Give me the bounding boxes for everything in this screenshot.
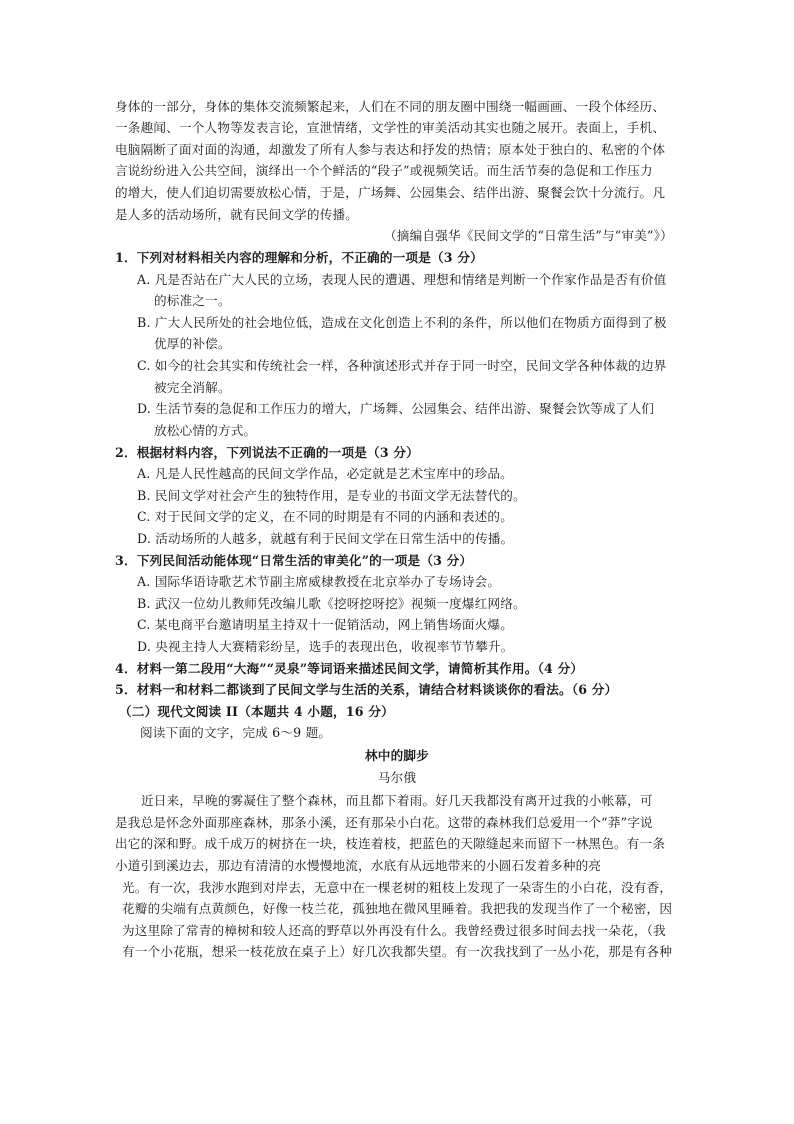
question-1-option-a-line-2: 的标准之一。 — [154, 293, 231, 308]
question-2-option-a: A. 凡是人民性越高的民间文学作品，必定就是艺术宝库中的珍品。 — [137, 466, 513, 481]
question-2-option-d: D. 活动场所的人越多，就越有利于民间文学在日常生活中的传播。 — [137, 531, 514, 546]
question-1-option-c-line-1: C. 如今的社会其实和传统社会一样，各种演述形式并存于同一时空，民间文学各种体裁的边界 — [137, 358, 667, 373]
story-author: 马尔俄 — [377, 770, 417, 785]
question-1-option-d-line-2: 放松心情的方式。 — [154, 423, 257, 438]
question-2-option-b: B. 民间文学对社会产生的独特作用，是专业的书面文学无法替代的。 — [137, 488, 526, 503]
question-3-option-b: B. 武汉一位幼儿教师凭改编儿歌《挖呀挖呀挖》视频一度爆红网络。 — [137, 596, 526, 611]
story-line-3: 出它的深和野。成千成万的树挤在一块，枝连着枝，把蓝色的天隙缝起来而留下一林黑色。有一条 — [115, 836, 666, 851]
question-3-option-c: C. 某电商平台邀请明星主持双十一促销活动，网上销售场面火爆。 — [137, 617, 514, 632]
section-2-heading: （二）现代文阅读 II（本题共 4 小题，16 分） — [119, 704, 394, 719]
question-3-option-d: D. 央视主持人大赛精彩纷呈，选手的表现出色，收视率节节攀升。 — [137, 639, 514, 654]
story-line-1: 近日来，早晚的雾凝住了整个森林，而且都下着雨。好几天我都没有离开过我的小帐幕，可 — [141, 793, 653, 808]
passage-line-5: 的增大，使人们迫切需要放松心情，于是，广场舞、公园集会、结伴出游、聚餐会饮十分流行。凡 — [115, 185, 666, 200]
story-line-6: 花瓣的尖端有点黄颜色，好像一枝兰花，孤独地在微风里睡着。我把我的发现当作了一个秘密，因 — [122, 901, 673, 916]
passage-source: （摘编自强华《民间文学的“日常生活”与“审美”》） — [384, 228, 673, 243]
question-3-stem: 3．下列民间活动能体现“日常生活的审美化”的一项是（3 分） — [115, 553, 473, 568]
question-4-stem: 4．材料一第二段用“大海”“灵泉”等词语来描述民间文学，请简析其作用。（4 分） — [115, 661, 584, 676]
story-line-2: 是我总是怀念外面那座森林，那条小溪，还有那朵小白花。这带的森林我们总爱用一个“莽”字说 — [115, 815, 653, 830]
story-line-8: 有一个小花瓶，想采一枝花放在桌子上）好几次我都失望。有一次我找到了一丛小花，那是有各种 — [122, 944, 673, 959]
question-2-stem: 2．根据材料内容，下列说法不正确的一项是（3 分） — [115, 445, 419, 460]
story-title: 林中的脚步 — [365, 748, 429, 763]
question-1-option-b-line-1: B. 广大人民所处的社会地位低，造成在文化创造上不利的条件，所以他们在物质方面得到了极 — [137, 315, 667, 330]
passage-line-4: 言说纷纷进入公共空间，演绎出一个个鲜活的“段子”或视频笑话。而生活节奏的急促和工作压力 — [115, 163, 653, 178]
question-3-option-a: A. 国际华语诗歌艺术节副主席威棣教授在北京举办了专场诗会。 — [137, 574, 501, 589]
question-1-stem: 1．下列对材料相关内容的理解和分析，不正确的一项是（3 分） — [115, 250, 483, 265]
section-2-instruction: 阅读下面的文字，完成 6～9 题。 — [140, 725, 332, 740]
question-1-option-d-line-1: D. 生活节奏的急促和工作压力的增大，广场舞、公园集会、结伴出游、聚餐会饮等成了人们 — [137, 401, 655, 416]
story-line-5: 光。有一次，我涉水跑到对岸去，无意中在一棵老树的粗枝上发现了一朵寄生的小白花，没有香， — [122, 880, 673, 895]
passage-line-1: 身体的一部分，身体的集体交流频繁起来，人们在不同的朋友圈中围绕一幅画画、一段个体经历、 — [115, 99, 666, 114]
question-5-stem: 5．材料一和材料二都谈到了民间文学与生活的关系，请结合材料谈谈你的看法。（6 分） — [115, 682, 618, 697]
question-1-option-a-line-1: A. 凡是否站在广大人民的立场，表现人民的遭遇、理想和情绪是判断一个作家作品是否有价值 — [137, 272, 667, 287]
question-2-option-c: C. 对于民间文学的定义，在不同的时期是有不同的内涵和表述的。 — [137, 509, 514, 524]
story-line-4: 小道引到溪边去，那边有清清的水慢慢地流，水底有从远地带来的小圆石发着多种的亮 — [115, 858, 602, 873]
question-1-option-c-line-2: 被完全消解。 — [154, 380, 231, 395]
passage-line-6: 是人多的活动场所，就有民间文学的传播。 — [115, 207, 359, 222]
passage-line-3: 电脑隔断了面对面的沟通，却激发了所有人参与表达和抒发的热情；原本处于独白的、私密的个体 — [115, 142, 666, 157]
passage-line-2: 一条趣闻、一个人物等发表言论，宣泄情绪，文学性的审美活动其实也随之展开。表面上，手机、 — [115, 120, 666, 135]
question-1-option-b-line-2: 优厚的补偿。 — [154, 336, 231, 351]
story-line-7: 为这里除了常青的樟树和较人还高的野草以外再没有什么。我曾经费过很多时间去找一朵花，（我 — [122, 923, 666, 938]
